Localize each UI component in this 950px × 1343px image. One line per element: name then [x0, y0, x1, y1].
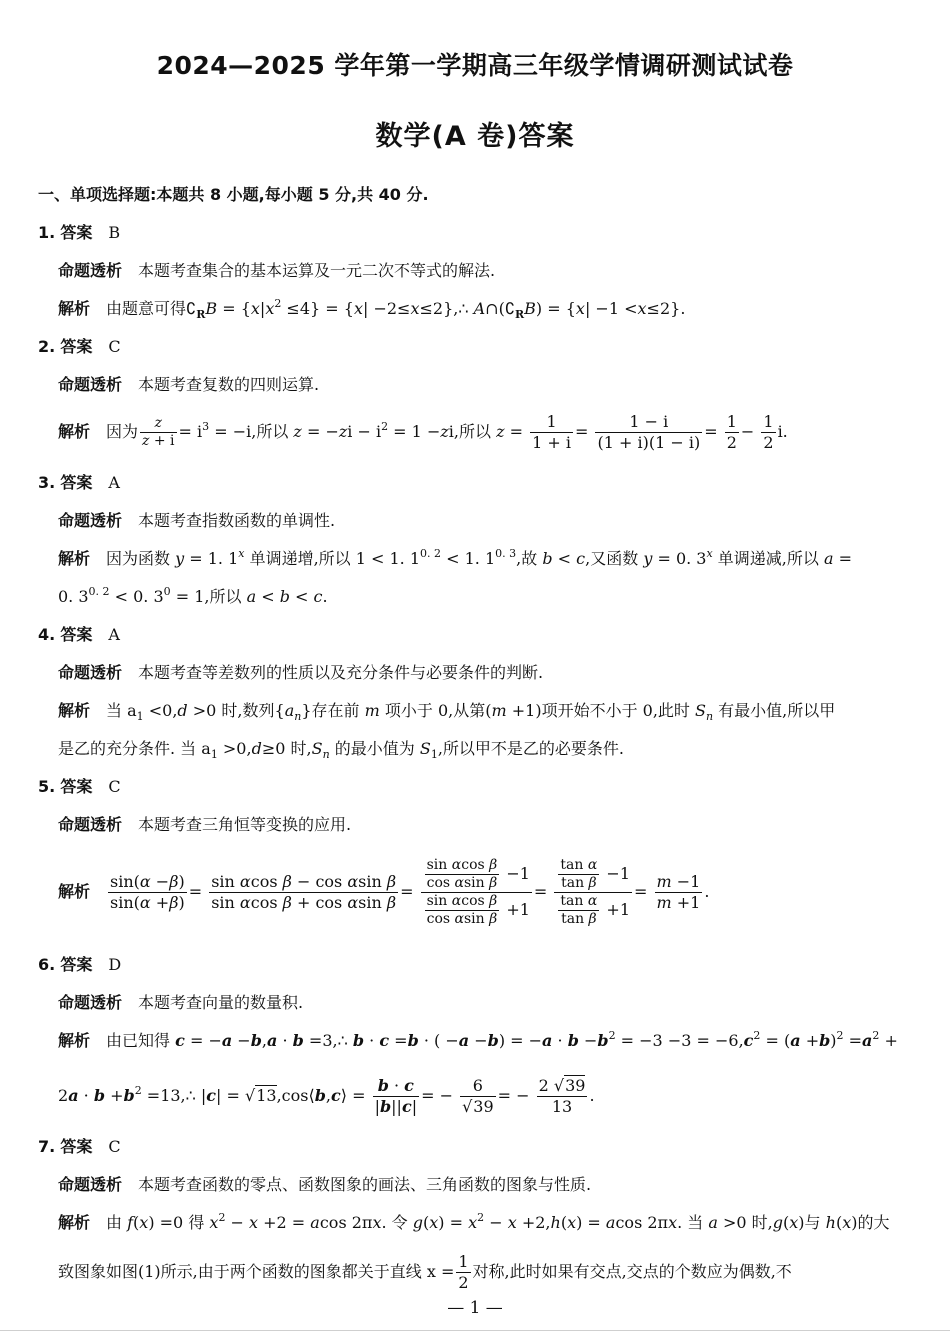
question-2-answer: 2. 答案 C [38, 337, 121, 356]
question-1-intent: 命题透析 本题考查集合的基本运算及一元二次不等式的解法. [58, 261, 496, 280]
question-7-analysis-cont: 致图象如图(1)所示,由于两个函数的图象都关于直线 x = $\frac{1}{2}$ 对称,此时如果有交点,交点的个数应为偶数,不 [58, 1252, 792, 1292]
question-2-analysis: 解析 因为 $\frac{z}{z + i}$ = $i^3 = -i$,所以 $z = -zi - i^2 = 1 -zi$,所以 z = $\frac{1}{1 + i}$ = $\frac{1 - i}{(1 + i)(1 - i)}$ = $\frac{1}{2}$ − $\frac{1}{2}$ i. [58, 412, 788, 452]
question-3-answer: 3. 答案 A [38, 473, 120, 492]
question-6-answer: 6. 答案 D [38, 955, 122, 974]
question-7-intent: 命题透析 本题考查函数的零点、函数图象的画法、三角函数的图象与性质. [58, 1175, 592, 1194]
question-5-intent: 命题透析 本题考查三角恒等变换的应用. [58, 815, 352, 834]
question-5-answer: 5. 答案 C [38, 777, 121, 796]
question-3-analysis: 解析 因为函数 y = 1. 1$^x$ 单调递增,所以 1 < 1. $1^{0. 2} < 1$. $1^{0. 3}$,故 b < c,又函数 y = 0. 3$^x$ 单调递减,所以 a = [58, 547, 853, 568]
question-7-analysis: 解析 由 f(x) =0 得 $x^2 - x +2 = acos$ 2πx. 令 $g(x) = x^2 - x +2,h(x) = acos$ 2πx. 当 a >0 时,g(x)与 h(x)的大 [58, 1211, 890, 1232]
question-1-analysis: 解析 由题意可得$∁_RB = \{x|x^2 \le 4\} = \{x|$ −2≤x≤2},∴ $A\cap(∁_RB) = \{x| -1 <x\le 2\}$. [58, 297, 686, 321]
page-number: — 1 — [447, 1298, 503, 1318]
page-title: 2024—2025 学年第一学期高三年级学情调研测试试卷 [156, 51, 794, 80]
question-4-answer: 4. 答案 A [38, 625, 120, 644]
question-4-analysis: 解析 当 $a_1 <0,d >0$ 时,数列$\{a_n\}$存在前 m 项小于 0,从第(m +1)项开始不小于 0,此时 $S_n$ 有最小值,所以甲 [58, 701, 836, 723]
question-1-answer: 1. 答案 B [38, 223, 121, 242]
question-3-analysis-cont: 0. $3^{0. 2} < 0$. $3^0 = 1$,所以 a < b < c. [58, 585, 328, 606]
question-6-analysis: 解析 由已知得 c = −a −b,a · b =3,∴ b · c =b · ( $-a -b) = -a \cdot b -b^2 = -3 -3 = -6,c^2 = (a +b)^2 =a^2$ + [58, 1029, 898, 1050]
question-5-analysis: 解析 $\frac{\sin(\alpha -\beta)}{\sin(\alpha +\beta)}$ = $\frac{\text{sin αcos β − cos αsin β}}{\text{sin αcos β + cos αsin β}}$ = $\frac{\text{sin αcos β}}{\text{cos αsin β}}$ −1 $\frac{\text{sin αcos β}}{\text{cos αsin β}}$ +1 = $\frac{\text{tan α}}{\text{tan β}}$ −1 $\frac{\text{tan α}}{\text{tan β}}$ +1 = $\frac{m -1}{m +1}$ . [58, 857, 710, 927]
question-2-intent: 命题透析 本题考查复数的四则运算. [58, 375, 320, 394]
question-7-answer: 7. 答案 C [38, 1137, 121, 1156]
question-4-analysis-cont: 是乙的充分条件. 当 $a_1 >0,d\ge 0$ 时$,S_n$ 的最小值为 $S_1$,所以甲不是乙的必要条件. [58, 739, 624, 761]
page-subtitle: 数学(A 卷)答案 [375, 121, 575, 152]
question-6-intent: 命题透析 本题考查向量的数量积. [58, 993, 304, 1012]
section-heading: 一、单项选择题:本题共 8 小题,每小题 5 分,共 40 分. [38, 185, 429, 204]
question-4-intent: 命题透析 本题考查等差数列的性质以及充分条件与必要条件的判断. [58, 663, 544, 682]
question-3-intent: 命题透析 本题考查指数函数的单调性. [58, 511, 336, 530]
question-6-analysis-cont: $2a \cdot b +b^2$ =13,∴ |c| = √13,cos⟨b,c⟩ = $\frac{b \cdot c}{|b||c|}$ = − $\frac{6}{√39}$ = − $\frac{2 √39}{13}$ . [58, 1076, 595, 1116]
bottom-divider [0, 1330, 950, 1331]
